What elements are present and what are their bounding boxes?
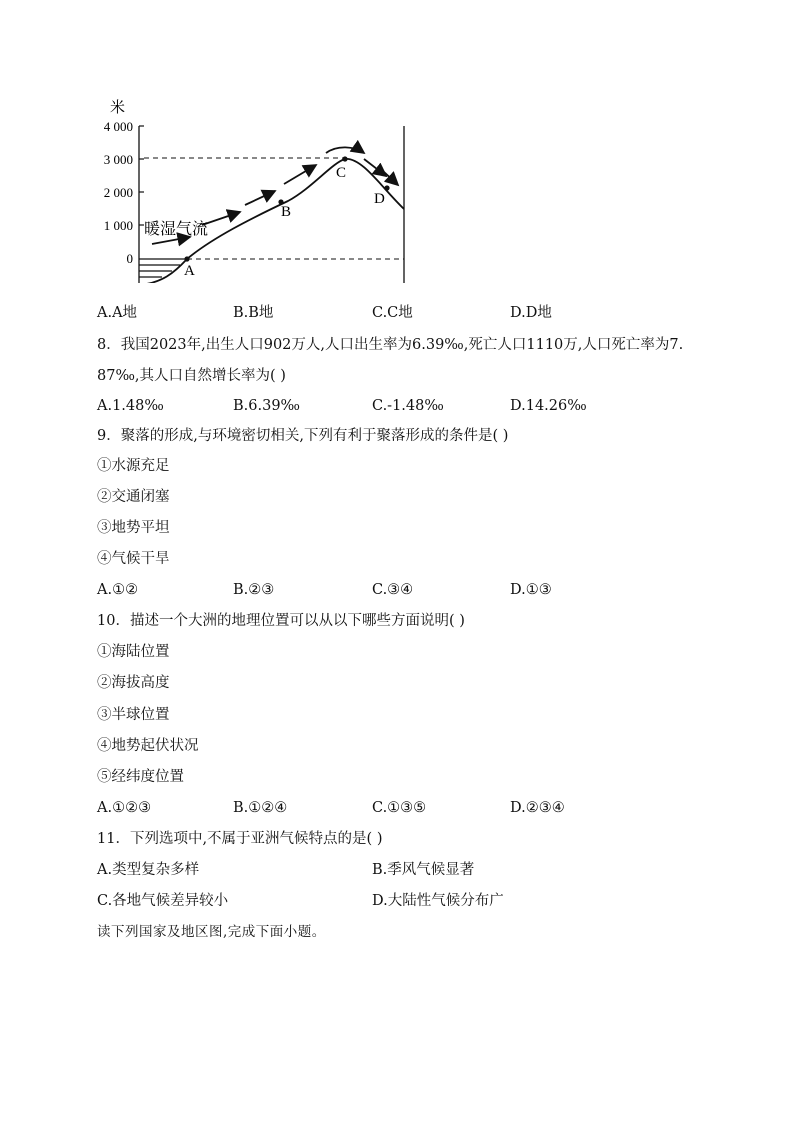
- point-c-label: C: [336, 165, 347, 181]
- q9-item-2: ②交通闭塞: [97, 489, 170, 505]
- airflow-arrow-7: [383, 171, 398, 185]
- q9-option-b[interactable]: B.②③: [233, 582, 275, 598]
- q7-option-c[interactable]: C.C地: [372, 305, 413, 321]
- q7-option-d[interactable]: D.D地: [510, 305, 552, 321]
- airflow-arrow-4: [284, 165, 316, 184]
- q8-option-a[interactable]: A.1.48‰: [97, 398, 164, 414]
- q8-option-d[interactable]: D.14.26‰: [510, 398, 587, 414]
- airflow-label: 暖湿气流: [144, 221, 209, 238]
- q11-option-c[interactable]: C.各地气候差异较小: [97, 893, 229, 909]
- q10-item-3: ③半球位置: [97, 707, 170, 723]
- q7-option-a[interactable]: A.A地: [97, 305, 138, 321]
- tick-label-0: 0: [126, 251, 133, 266]
- airflow-arrow-6: [364, 159, 386, 176]
- q10-option-d[interactable]: D.②③④: [510, 800, 565, 816]
- q10-item-4: ④地势起伏状况: [97, 738, 199, 754]
- q8-option-c[interactable]: C.-1.48‰: [372, 398, 444, 414]
- point-c: [342, 156, 347, 161]
- q8-stem-line-1: 8．我国2023年,出生人口902万人,人口出生率为6.39‰,死亡人口1110万,人口死亡率为7.: [97, 337, 684, 353]
- point-a: [184, 256, 189, 261]
- tick-label-2000: 2 000: [103, 185, 133, 200]
- q9-option-c[interactable]: C.③④: [372, 582, 414, 598]
- q11-option-a[interactable]: A.类型复杂多样: [97, 862, 200, 878]
- q10-stem: 10．描述一个大洲的地理位置可以从以下哪些方面说明( ): [97, 613, 465, 629]
- q10-item-2: ②海拔高度: [97, 675, 170, 691]
- q8-stem-line-2: 87‰,其人口自然增长率为( ): [97, 368, 286, 384]
- sea-hatching: [139, 259, 187, 277]
- airflow-arrow-5: [326, 147, 364, 153]
- q10-option-c[interactable]: C.①③⑤: [372, 800, 427, 816]
- q9-item-3: ③地势平坦: [97, 520, 170, 536]
- q9-stem: 9．聚落的形成,与环境密切相关,下列有利于聚落形成的条件是( ): [97, 428, 509, 444]
- point-a-label: A: [184, 263, 195, 279]
- airflow-arrow-3: [245, 191, 275, 205]
- q10-item-5: ⑤经纬度位置: [97, 769, 184, 785]
- terrain-profile-svg: [92, 93, 422, 283]
- q10-option-b[interactable]: B.①②④: [233, 800, 288, 816]
- tick-label-4000: 4 000: [103, 119, 133, 134]
- q11-stem: 11．下列选项中,不属于亚洲气候特点的是( ): [97, 831, 383, 847]
- q9-item-4: ④气候干旱: [97, 551, 170, 567]
- q10-item-1: ①海陆位置: [97, 644, 170, 660]
- terrain-profile-figure: [92, 93, 422, 283]
- airflow-arrow-1: [152, 237, 190, 244]
- q9-option-d[interactable]: D.①③: [510, 582, 552, 598]
- q11-option-d[interactable]: D.大陆性气候分布广: [372, 893, 504, 909]
- q8-option-b[interactable]: B.6.39‰: [233, 398, 301, 414]
- tick-label-3000: 3 000: [103, 152, 133, 167]
- y-axis-unit: 米: [110, 100, 126, 116]
- q7-option-b[interactable]: B.B地: [233, 305, 274, 321]
- q10-option-a[interactable]: A.①②③: [97, 800, 152, 816]
- q9-item-1: ①水源充足: [97, 458, 170, 474]
- q11-option-b[interactable]: B.季风气候显著: [372, 862, 475, 878]
- tick-label-1000: 1 000: [103, 218, 133, 233]
- point-b-label: B: [281, 204, 292, 220]
- point-d: [384, 185, 389, 190]
- q9-option-a[interactable]: A.①②: [97, 582, 139, 598]
- point-d-label: D: [374, 191, 385, 207]
- section-instruction: 读下列国家及地区图,完成下面小题。: [97, 924, 326, 940]
